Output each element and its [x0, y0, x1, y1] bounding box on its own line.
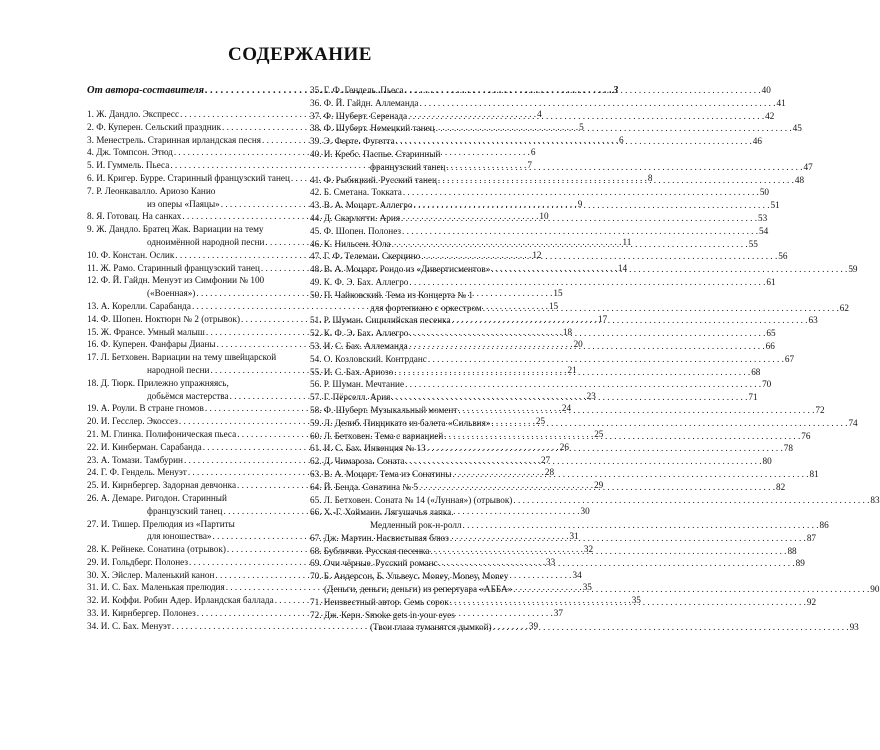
- toc-entry-title: 46. К. Нильсен. Юла: [310, 238, 391, 249]
- toc-entry-title: 25. И. Кирнбергер. Задорная девчонка: [87, 480, 237, 491]
- toc-entry-page: 24: [561, 403, 572, 414]
- toc-entry-page: 90: [870, 584, 880, 595]
- toc-entry-page: 31: [569, 531, 579, 542]
- toc-entry-title: добьёмся мастерства: [147, 390, 229, 401]
- toc-entry-title: 64. Й. Бенда. Сонатина № 5: [310, 481, 418, 492]
- toc-entry-title: От автора-составителя: [87, 85, 205, 96]
- toc-entry-page: 39: [528, 620, 539, 631]
- toc-entry-page: 29: [594, 480, 604, 491]
- toc-entry-page: 87: [806, 532, 817, 543]
- toc-entry-page: 88: [787, 545, 797, 556]
- toc-entry-page: 25: [594, 428, 604, 439]
- dot-leader: [491, 417, 847, 430]
- toc-entry: [87, 377, 295, 390]
- toc-entry-title: 52. К. Ф. Э. Бах. Аллегро: [310, 328, 409, 339]
- toc-entry-page: 5: [579, 121, 584, 132]
- toc-entry-page: 9: [577, 198, 583, 209]
- toc-entry: [87, 185, 295, 198]
- toc-entry-title: 60. Л. Бетховен. Тема с вариацией: [310, 430, 444, 441]
- toc-entry: [310, 417, 858, 430]
- toc-entry-page: 23: [586, 390, 596, 401]
- toc-entry-page: 40: [761, 85, 771, 95]
- toc-entry-title: 26. А. Демаре. Ригодон. Старинный: [87, 492, 227, 503]
- toc-entry-title: 36. Ф. Й. Гайдн. Аллеманда: [310, 97, 419, 108]
- toc-entry-page: 25: [535, 416, 546, 427]
- dot-leader: [439, 557, 795, 570]
- toc-entry-title: 8. Я. Готовац. На санках: [87, 211, 182, 222]
- toc-entry: [310, 250, 788, 263]
- toc-entry: [310, 519, 829, 532]
- toc-entry-title: 32. И. Коффи. Робин Адер. Ирландская баллада: [87, 595, 274, 606]
- toc-entry: [310, 353, 795, 366]
- toc-entry-page: 6: [530, 147, 536, 158]
- toc-entry-page: 76: [801, 430, 811, 441]
- toc-entry-title: 71. Неизвестный автор. Семь сорок: [310, 596, 449, 607]
- toc-entry-title: 57. Г. Пёрселл. Ария: [310, 392, 391, 403]
- toc-entry-title: 48. В. А. Моцарт. Рондо из «Дивертисментов»: [310, 264, 491, 275]
- toc-entry: [310, 557, 805, 570]
- dot-leader: [444, 430, 800, 443]
- toc-entry-title: 62. Д. Чимароза. Соната: [310, 456, 405, 467]
- toc-entry-page: 82: [776, 481, 786, 492]
- toc-entry-page: 68: [751, 366, 761, 377]
- toc-entry-title: 2. Ф. Куперен. Сельский праздник: [87, 121, 222, 132]
- toc-entry-page: 48: [794, 174, 805, 185]
- toc-entry-title: 54. О. Козловский. Контрданс: [310, 353, 427, 364]
- toc-entry-page: 6: [619, 134, 624, 145]
- toc-entry-title: 15. Ж. Франсе. Умный малыш: [87, 326, 205, 337]
- dot-leader: [401, 212, 757, 225]
- toc-entry-title: 3. Менестрель. Старинная ирландская песня: [87, 134, 262, 145]
- toc-entry: [310, 161, 813, 174]
- toc-entry-title: 69. Очи чёрные. Русский романс: [310, 558, 438, 569]
- dot-leader: [452, 314, 808, 327]
- toc-entry-page: 92: [806, 596, 817, 607]
- toc-entry-page: 32: [583, 544, 594, 555]
- toc-entry-page: 93: [849, 622, 859, 633]
- toc-entry-title: («Военная»): [147, 288, 196, 299]
- toc-entry-title: французский танец: [147, 505, 223, 516]
- toc-entry-title: (Деньги, деньги, деньги) из репертуара «АББА»: [324, 584, 513, 595]
- toc-entry-page: 26: [559, 441, 569, 452]
- toc-entry-page: 59: [848, 264, 858, 275]
- toc-entry-title: 29. И. Гольдберг. Полонез: [87, 556, 189, 567]
- toc-entry-page: 72: [815, 404, 825, 415]
- toc-entry-page: 7: [527, 160, 532, 171]
- toc-entry: [310, 97, 786, 110]
- toc-entry-title: народной песни: [147, 364, 210, 375]
- toc-entry-title: 20. И. Гесслер. Экоссез: [87, 416, 178, 427]
- dot-leader: [436, 122, 792, 135]
- toc-entry: [87, 274, 295, 287]
- toc-entry-title: 61. И. С. Бах. Инвенция № 13: [310, 443, 426, 454]
- toc-entry-title: для фортепиано с оркестром: [370, 302, 482, 313]
- toc-entry-title: 44. Д. Скарлатти. Ария: [310, 212, 400, 223]
- toc-entry: [310, 199, 780, 212]
- dot-leader: [403, 186, 759, 199]
- toc-entry: [310, 135, 762, 148]
- toc-entry-title: 28. К. Рейнеке. Сонатина (отрывок): [87, 544, 226, 555]
- dot-leader: [427, 442, 783, 455]
- toc-entry-page: 50: [759, 187, 770, 198]
- toc-entry-title: 50. П. Чайковский. Тема из Концерта № 1: [310, 289, 473, 300]
- toc-entry: [310, 186, 770, 199]
- toc-entry-page: 83: [870, 494, 880, 505]
- toc-entry: [310, 621, 859, 634]
- toc-entry-title: для юношества»: [147, 531, 212, 542]
- toc-entry-title: 14. Ф. Шопен. Ноктюрн № 2 (отрывок): [87, 313, 241, 324]
- dot-leader: [513, 583, 869, 596]
- toc-entry-title: (Твои глаза туманятся дымкой): [370, 622, 492, 633]
- toc-entry-page: 21: [567, 364, 577, 375]
- dot-leader: [402, 225, 758, 238]
- toc-entry-title: 6. И. Кригер. Бурре. Старинный французский танец: [87, 172, 290, 183]
- toc-entry-title: 38. Ф. Шуберт. Немецкий танец: [310, 123, 435, 134]
- toc-entry-title: 65. Л. Бетховен. Соната № 14 («Лунная») (отрывок): [310, 494, 513, 505]
- toc-entry-title: 66. Х.-Г. Хойманн. Лягушачья лапка.: [310, 507, 454, 518]
- toc-entry-title: 30. Х. Эйслер. Маленький канон: [87, 569, 215, 580]
- toc-entry: [87, 351, 295, 364]
- toc-entry-page: 20: [573, 339, 583, 350]
- dot-leader: [406, 455, 762, 468]
- toc-entry: [310, 494, 880, 507]
- toc-entry-title: 53. И. С. Бах. Аллеманда: [310, 340, 408, 351]
- toc-entry-title: 23. А. Томази. Тамбурин: [87, 454, 183, 465]
- toc-entry-page: 55: [748, 238, 758, 249]
- toc-entry-title: 59. Л. Делиб. Пиццикато из балета «Сильвия»: [310, 417, 491, 428]
- toc-entry-page: 15: [553, 288, 563, 299]
- toc-entry-page: 78: [783, 443, 793, 454]
- toc-entry: [310, 212, 768, 225]
- toc-entry-title: из оперы «Паяцы»: [147, 198, 220, 209]
- dot-leader: [391, 391, 747, 404]
- dot-leader: [452, 468, 808, 481]
- toc-entry-page: 28: [544, 467, 555, 478]
- toc-entry: [310, 148, 558, 161]
- dot-leader: [409, 276, 765, 289]
- dot-leader: [493, 621, 849, 634]
- toc-entry: [310, 468, 819, 481]
- toc-entry-title: 17. Л. Бетховен. Вариации на тему швейцарской: [87, 352, 277, 363]
- toc-entry: [310, 289, 558, 302]
- dot-leader: [408, 110, 764, 123]
- toc-entry: [310, 609, 558, 622]
- toc-entry: [310, 276, 776, 289]
- toc-entry-page: 71: [748, 392, 758, 403]
- toc-entry-title: 68. Бублички. Русская песенка: [310, 545, 430, 556]
- toc-entry-title: 58. Ф. Шуберт. Музыкальный момент: [310, 404, 458, 415]
- toc-entry-page: 3: [612, 85, 619, 96]
- toc-entry-page: 45: [792, 123, 802, 134]
- toc-entry-page: 81: [809, 468, 819, 479]
- toc-entry-page: 41: [776, 97, 786, 108]
- dot-leader: [409, 340, 765, 353]
- toc-entry-title: 19. А. Роули. В стране гномов: [87, 403, 204, 414]
- toc-entry-title: 37. Ф. Шуберт. Серенада: [310, 110, 408, 121]
- toc-entry-title: 24. Г. Ф. Гендель. Менуэт: [87, 467, 187, 478]
- toc-entry-title: 18. Д. Тюрк. Прилежно упражняясь,: [87, 377, 229, 388]
- toc-entry-page: 46: [752, 136, 762, 147]
- dot-leader: [428, 353, 784, 366]
- toc-entry-title: 22. И. Кинберман. Сарабанда: [87, 441, 202, 452]
- toc-entry-title: 56. Р. Шуман. Мечтание: [310, 379, 405, 390]
- toc-entry-title: 67. Дж. Мартин. Насвистывая блюз: [310, 532, 449, 543]
- toc-entry-title: 4. Дж. Томпсон. Этюд: [87, 147, 173, 158]
- dot-leader: [483, 302, 839, 315]
- toc-entry-title: 12. Ф. Й. Гайдн. Менуэт из Симфонии № 100: [87, 275, 265, 286]
- toc-entry: [310, 302, 849, 315]
- toc-entry-title: 63. В. А. Моцарт. Тема из Сонатины: [310, 468, 452, 479]
- toc-entry-title: 72. Дж. Керн. Smoke gets in your eyes: [310, 609, 455, 620]
- toc-entry-page: 89: [795, 558, 805, 569]
- dot-leader: [462, 519, 818, 532]
- toc-entry-page: 18: [562, 326, 573, 337]
- dot-leader: [421, 250, 777, 263]
- toc-entry-title: 43. В. А. Моцарт. Аллегро: [310, 200, 413, 211]
- toc-entry-page: 67: [784, 353, 795, 364]
- toc-entry-page: 8: [647, 172, 653, 183]
- dot-leader: [491, 263, 847, 276]
- dot-leader: [430, 545, 786, 558]
- toc-entry-title: 9. Ж. Дандло. Братец Жак. Вариации на тему: [87, 224, 264, 235]
- toc-entry-title: 47. Г. Ф. Телеман. Скерцино: [310, 251, 421, 262]
- toc-entry-title: 7. Р. Леонкавалло. Ариозо Канио: [87, 185, 216, 196]
- dot-leader: [438, 174, 794, 187]
- toc-entry-page: 15: [548, 300, 559, 311]
- toc-entry-title: 40. И. Кребс. Паспье. Старинный: [310, 148, 441, 159]
- toc-entry-page: 51: [770, 200, 780, 211]
- toc-entry-title: 21. М. Глинка. Полифоническая пьеса: [87, 428, 237, 439]
- toc-entry-page: 56: [778, 251, 788, 262]
- toc-entry-page: 35: [582, 582, 592, 593]
- spacer: [87, 101, 295, 108]
- toc-entry: [310, 225, 769, 238]
- toc-entry-title: французский танец: [370, 161, 446, 172]
- toc-entry: [87, 518, 295, 531]
- dot-leader: [446, 161, 802, 174]
- toc-entry-title: 5. И. Гуммель. Пьеса: [87, 160, 170, 171]
- toc-entry-title: 70. Б. Андерсон, Б. Ульвеус. Money, Money, Money: [310, 571, 509, 582]
- toc-entry: [310, 570, 558, 583]
- toc-entry-page: 62: [839, 302, 849, 313]
- toc-entry-title: 51. Р. Шуман. Сицилийская песенка: [310, 315, 451, 326]
- toc-entry-page: 42: [765, 110, 775, 121]
- toc-entry-page: 61: [766, 276, 776, 287]
- toc-entry: [310, 378, 772, 391]
- toc-entry-title: 13. А. Корелли. Сарабанда: [87, 300, 191, 311]
- toc-entry-title: 49. К. Ф. Э. Бах. Аллегро: [310, 276, 409, 287]
- toc-entry-page: 66: [765, 340, 775, 351]
- toc-entry-page: 4: [537, 109, 542, 119]
- dot-leader: [409, 327, 765, 340]
- toc-entry-page: 11: [622, 236, 632, 247]
- toc-entry-title: 33. И. Кирнбергер. Полонез: [87, 608, 196, 619]
- toc-entry-page: 37: [553, 608, 563, 619]
- dot-leader: [450, 596, 806, 609]
- dot-leader: [414, 199, 770, 212]
- toc-entry-title: 39. Э. Ферте. Фугетта: [310, 136, 395, 147]
- toc-entry-page: 54: [759, 225, 769, 236]
- toc-entry-page: 53: [758, 212, 768, 223]
- toc-entry-page: 34: [572, 569, 582, 580]
- dot-leader: [419, 481, 775, 494]
- toc-entry-page: 14: [617, 262, 628, 273]
- toc-entry-page: 65: [766, 328, 776, 339]
- toc-entry: [87, 223, 295, 236]
- toc-entry-page: 80: [762, 456, 772, 467]
- toc-entry-title: 16. Ф. Куперен. Фанфары Дианы: [87, 339, 216, 350]
- toc-entry-title: 55. И. С. Бах. Ариозо: [310, 366, 394, 377]
- toc-entry-title: Медленный рок-н-ролл: [370, 520, 462, 531]
- toc-entry-page: 17: [598, 313, 608, 324]
- toc-entry-title: одноимённой народной песни: [147, 236, 265, 247]
- dot-leader: [513, 494, 869, 507]
- page-title: СОДЕРЖАНИЕ: [228, 44, 372, 65]
- toc-entry-page: 47: [803, 161, 813, 172]
- toc-entry-title: 11. Ж. Рамо. Старинный французский танец: [87, 262, 260, 273]
- toc-entry-page: 27: [540, 454, 551, 465]
- toc-entry-title: 45. Ф. Шопен. Полонез: [310, 225, 402, 236]
- toc-entry: [310, 506, 558, 519]
- toc-entry-page: 30: [580, 505, 590, 516]
- toc-entry-page: 35: [631, 595, 641, 606]
- dot-leader: [458, 404, 814, 417]
- dot-leader: [396, 135, 752, 148]
- toc-entry-page: 10: [539, 211, 549, 222]
- dot-leader: [405, 84, 761, 97]
- toc-entry-page: 70: [762, 379, 772, 390]
- toc-entry-title: 42. Б. Сметана. Токката: [310, 187, 402, 198]
- toc-entry: [310, 122, 802, 135]
- toc-entry-title: 35. Г. Ф. Гендель. Пьеса: [310, 85, 404, 95]
- toc-entry-page: 86: [819, 520, 829, 531]
- toc-entry: [310, 174, 805, 187]
- toc-entry-title: 10. Ф. Констан. Ослик: [87, 249, 175, 260]
- toc-entry: [310, 84, 771, 97]
- toc-entry-title: 34. И. С. Бах. Менуэт: [87, 620, 171, 631]
- dot-leader: [392, 238, 748, 251]
- toc-entry-title: 41. Ф. Рыбицкий. Русский танец: [310, 174, 437, 185]
- dot-leader: [405, 378, 761, 391]
- toc-entry: [310, 110, 775, 123]
- toc-entry-page: 74: [848, 417, 858, 428]
- toc-entry-title: 27. И. Тишер. Прелюдия из «Партиты: [87, 518, 235, 529]
- toc-entry: [87, 492, 295, 505]
- dot-leader: [394, 366, 750, 379]
- toc-entry-title: 1. Ж. Дандло. Экспресс: [87, 109, 180, 119]
- toc-entry-page: 12: [532, 249, 542, 260]
- dot-leader: [450, 532, 806, 545]
- toc-entry-page: 33: [546, 556, 556, 567]
- toc-entry-title: 31. И. С. Бах. Маленькая прелюдия: [87, 582, 225, 593]
- dot-leader: [420, 97, 776, 110]
- toc-entry-page: 63: [808, 315, 818, 326]
- toc-entry: [310, 455, 772, 468]
